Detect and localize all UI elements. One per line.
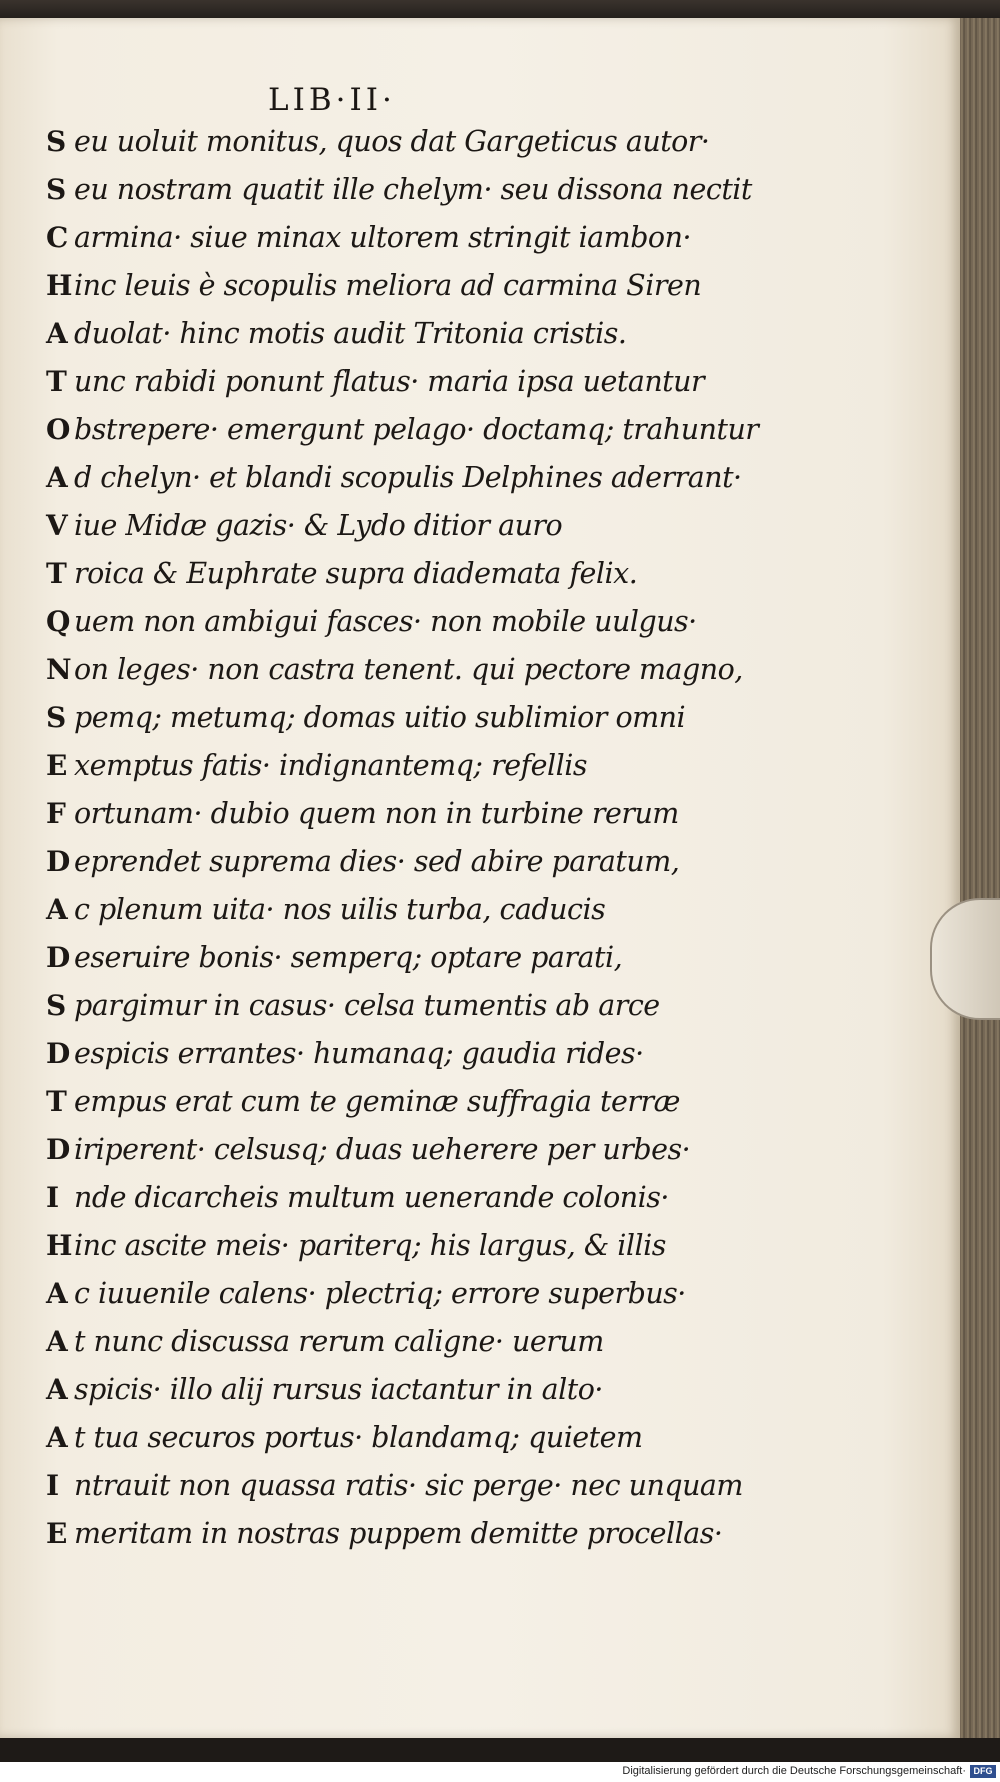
verse-text: xemptus fatis· indignantemq; refellis	[74, 749, 587, 782]
verse-text: eprendet suprema dies· sed abire paratum,	[74, 845, 680, 878]
verse-initial: A	[46, 893, 68, 926]
verse-line	[46, 1078, 766, 1126]
verse-line	[46, 1270, 766, 1318]
verse-initial: E	[46, 749, 68, 782]
verse-initial: N	[46, 653, 72, 686]
verse-line	[46, 166, 766, 214]
verse-initial: D	[46, 1133, 71, 1166]
verse-line	[46, 1366, 766, 1414]
verse-line	[46, 406, 766, 454]
verse-initial: T	[46, 557, 67, 590]
verse-text: meritam in nostras puppem demitte procellas·	[74, 1517, 723, 1550]
verse-initial: V	[46, 509, 68, 542]
verse-line	[46, 790, 766, 838]
verse-text: spicis· illo alij rursus iactantur in alto·	[74, 1373, 603, 1406]
verse-initial: D	[46, 1037, 71, 1070]
verse-line	[46, 502, 766, 550]
verse-line	[46, 310, 766, 358]
verse-text: t tua securos portus· blandamq; quietem	[74, 1421, 643, 1454]
verse-initial: S	[46, 173, 67, 206]
verse-initial: A	[46, 461, 68, 494]
verse-line	[46, 262, 766, 310]
verse-text: empus erat cum te geminæ suffragia terræ	[74, 1085, 680, 1118]
verse-text: armina· siue minax ultorem stringit iambon·	[74, 221, 692, 254]
verse-initial: I	[46, 1181, 60, 1214]
page-fold-tab	[930, 898, 1000, 1020]
verse-text: inc ascite meis· pariterq; his largus, & illis	[74, 1229, 666, 1262]
verse-initial: A	[46, 1325, 68, 1358]
verse-initial: I	[46, 1469, 60, 1502]
verse-line	[46, 1174, 766, 1222]
verse-initial: Q	[46, 605, 71, 638]
verse-text: t nunc discussa rerum caligne· uerum	[74, 1325, 604, 1358]
verse-text: unc rabidi ponunt flatus· maria ipsa uetantur	[74, 365, 705, 398]
verse-line	[46, 1318, 766, 1366]
verse-line	[46, 934, 766, 982]
verse-initial: S	[46, 701, 67, 734]
verse-initial: H	[46, 269, 73, 302]
verse-line	[46, 646, 766, 694]
verse-text: eseruire bonis· semperq; optare parati,	[74, 941, 623, 974]
running-header: LIB·II·	[268, 82, 396, 118]
verse-text: uem non ambigui fasces· non mobile uulgus·	[74, 605, 697, 638]
verse-line	[46, 742, 766, 790]
verse-text: ntrauit non quassa ratis· sic perge· nec unquam	[74, 1469, 743, 1502]
verse-initial: H	[46, 1229, 73, 1262]
verse-text: duolat· hinc motis audit Tritonia cristis.	[74, 317, 627, 350]
verse-line	[46, 1462, 766, 1510]
verse-initial: E	[46, 1517, 68, 1550]
verse-line	[46, 886, 766, 934]
verse-text: on leges· non castra tenent. qui pectore magno,	[74, 653, 743, 686]
verse-line	[46, 454, 766, 502]
funding-credit: Digitalisierung gefördert durch die Deutsche Forschungsgemeinschaft·	[622, 1765, 966, 1777]
verse-line	[46, 982, 766, 1030]
verse-text: inc leuis è scopulis meliora ad carmina Siren	[74, 269, 702, 302]
verse-text: roica & Euphrate supra diademata felix.	[74, 557, 638, 590]
verse-initial: C	[46, 221, 69, 254]
verse-text: bstrepere· emergunt pelago· doctamq; trahuntur	[74, 413, 759, 446]
digitization-footer	[0, 1762, 1000, 1782]
verse-initial: S	[46, 989, 67, 1022]
verse-line	[46, 214, 766, 262]
verse-text: pargimur in casus· celsa tumentis ab arce	[74, 989, 660, 1022]
verse-line	[46, 598, 766, 646]
verse-initial: F	[46, 797, 66, 830]
verse-initial: A	[46, 1373, 68, 1406]
verse-line	[46, 694, 766, 742]
verse-line	[46, 1222, 766, 1270]
verse-text: eu nostram quatit ille chelym· seu dissona nectit	[74, 173, 752, 206]
verse-text: nde dicarcheis multum uenerande colonis·	[74, 1181, 669, 1214]
verse-text: pemq; metumq; domas uitio sublimior omni	[74, 701, 686, 734]
verse-initial: T	[46, 365, 67, 398]
verse-initial: D	[46, 941, 71, 974]
verse-text: iriperent· celsusq; duas ueherere per urbes·	[74, 1133, 691, 1166]
verse-initial: O	[46, 413, 71, 446]
verse-text: c iuuenile calens· plectriq; errore superbus·	[74, 1277, 686, 1310]
verse-initial: D	[46, 845, 71, 878]
verse-initial: T	[46, 1085, 67, 1118]
verse-initial: A	[46, 317, 68, 350]
verse-line	[46, 550, 766, 598]
dfg-logo: DFG	[970, 1765, 996, 1778]
verse-line	[46, 358, 766, 406]
verse-line	[46, 1510, 766, 1558]
verse-line	[46, 838, 766, 886]
verse-initial: A	[46, 1421, 68, 1454]
verse-text: d chelyn· et blandi scopulis Delphines aderrant·	[74, 461, 742, 494]
scan-bottom-border	[0, 1738, 1000, 1762]
verse-initial: A	[46, 1277, 68, 1310]
verse-line	[46, 1126, 766, 1174]
verse-text: ortunam· dubio quem non in turbine rerum	[74, 797, 679, 830]
verse-line	[46, 1030, 766, 1078]
verse-block	[46, 118, 766, 1558]
verse-initial: S	[46, 125, 67, 158]
verse-text: eu uoluit monitus, quos dat Gargeticus autor·	[74, 125, 710, 158]
verse-text: espicis errantes· humanaq; gaudia rides·	[74, 1037, 644, 1070]
verse-text: c plenum uita· nos uilis turba, caducis	[74, 893, 606, 926]
verse-line	[46, 118, 766, 166]
verse-text: iue Midæ gazis· & Lydo ditior auro	[74, 509, 563, 542]
verse-line	[46, 1414, 766, 1462]
